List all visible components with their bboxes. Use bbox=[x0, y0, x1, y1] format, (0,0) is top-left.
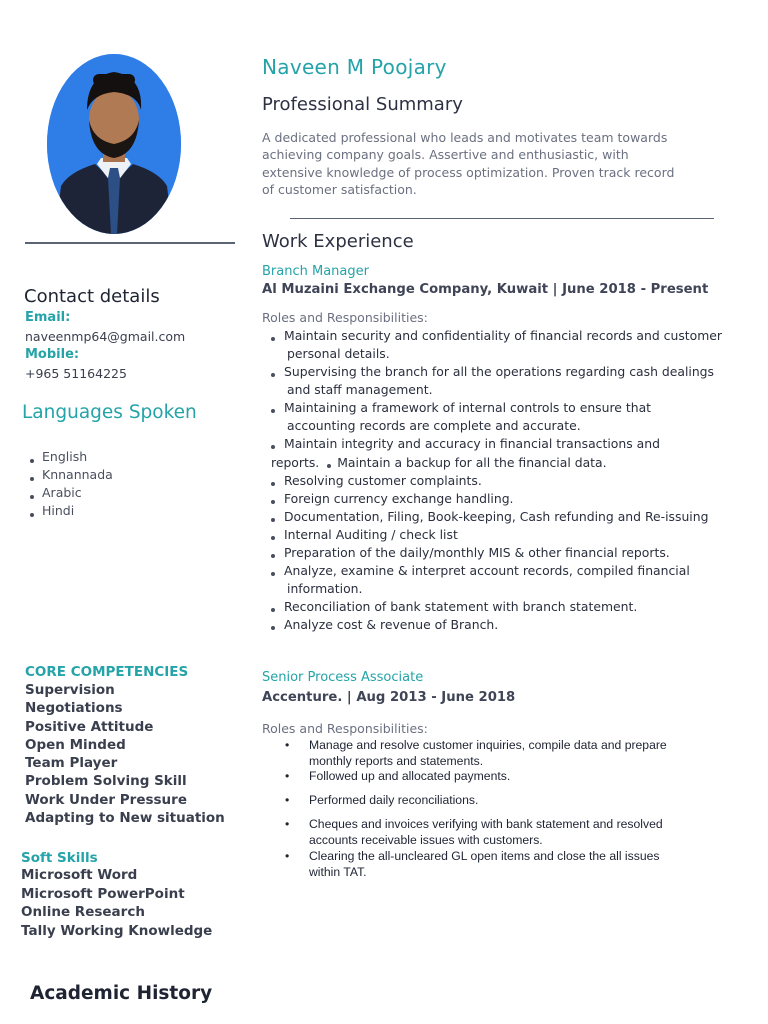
list-item: Preparation of the daily/monthly MIS & other financial reports. bbox=[271, 544, 670, 562]
academic-history-title: Academic History bbox=[30, 983, 213, 1004]
bullet-icon bbox=[271, 554, 275, 558]
list-item: Maintain security and confidentiality of financial records and customer bbox=[271, 327, 722, 345]
list-item: Supervision bbox=[25, 682, 115, 698]
mobile-label: Mobile: bbox=[25, 347, 80, 362]
soft-skills-list bbox=[21, 866, 212, 940]
bullet-icon: • bbox=[285, 769, 290, 783]
list-item: English bbox=[30, 448, 113, 466]
bullet-icon bbox=[271, 518, 275, 522]
languages-list bbox=[30, 448, 113, 520]
list-item: Team Player bbox=[25, 755, 118, 772]
email-label: Email: bbox=[25, 310, 71, 325]
list-item: Supervising the branch for all the operations regarding cash dealings bbox=[271, 363, 714, 381]
list-item-continuation: and staff management. bbox=[287, 382, 433, 397]
mobile-value[interactable]: +965 51164225 bbox=[25, 366, 127, 381]
bullet-icon bbox=[271, 536, 275, 540]
list-item: • Manage and resolve customer inquiries, compile data and prepare monthly reports and statements. bbox=[285, 738, 667, 768]
contact-title: Contact details bbox=[24, 286, 160, 307]
core-competencies-list bbox=[25, 681, 225, 827]
list-item: Microsoft PowerPoint bbox=[21, 885, 185, 902]
soft-skills-title: Soft Skills bbox=[21, 850, 98, 866]
list-item-continuation: accounting records are complete and accurate. bbox=[287, 418, 581, 433]
right-divider bbox=[290, 218, 714, 219]
bullet-icon: • bbox=[285, 849, 290, 863]
bullet-icon: • bbox=[285, 793, 290, 807]
list-item: Knnannada bbox=[30, 466, 113, 484]
bullet-icon bbox=[30, 477, 34, 481]
left-divider bbox=[25, 242, 235, 244]
summary-line: A dedicated professional who leads and motivates team towards bbox=[262, 130, 668, 145]
profile-photo bbox=[47, 54, 181, 234]
list-item: • Performed daily reconciliations. bbox=[285, 793, 479, 807]
email-value[interactable]: naveenmp64@gmail.com bbox=[25, 329, 186, 344]
work-experience-title: Work Experience bbox=[262, 231, 414, 252]
list-item: Analyze cost & revenue of Branch. bbox=[271, 616, 498, 634]
summary-line: achieving company goals. Assertive and enthusiastic, with bbox=[262, 147, 629, 163]
list-item: Foreign currency exchange handling. bbox=[271, 490, 514, 508]
list-item-continuation: information. bbox=[287, 581, 363, 596]
bullet-icon bbox=[271, 626, 275, 630]
summary-line: of customer satisfaction. bbox=[262, 181, 417, 197]
job-company: Accenture. | Aug 2013 - June 2018 bbox=[262, 690, 516, 705]
job-title: Branch Manager bbox=[262, 264, 369, 279]
list-item: Problem Solving Skill bbox=[25, 773, 187, 790]
bullet-icon bbox=[271, 445, 275, 449]
summary-text bbox=[262, 129, 717, 198]
list-item: Documentation, Filing, Book-keeping, Cash refunding and Re-issuing bbox=[271, 508, 708, 526]
bullet-icon bbox=[271, 608, 275, 612]
list-item: Analyze, examine & interpret account records, compiled financial bbox=[271, 562, 690, 580]
list-item: Maintain integrity and accuracy in financial transactions and bbox=[271, 435, 660, 453]
summary-line: extensive knowledge of process optimization. Proven track record bbox=[262, 164, 675, 180]
bullet-icon bbox=[271, 373, 275, 377]
list-item: Microsoft Word bbox=[21, 867, 138, 883]
summary-title: Professional Summary bbox=[262, 94, 463, 115]
languages-title: Languages Spoken bbox=[22, 402, 197, 423]
list-item: Internal Auditing / check list bbox=[271, 526, 458, 544]
job-company: Al Muzaini Exchange Company, Kuwait | June 2018 - Present bbox=[262, 282, 709, 297]
list-item: Adapting to New situation bbox=[25, 810, 225, 827]
bullet-icon bbox=[271, 500, 275, 504]
list-item: Tally Working Knowledge bbox=[21, 922, 213, 939]
bullet-icon bbox=[271, 337, 275, 341]
bullet-icon: • bbox=[285, 738, 290, 752]
bullet-icon bbox=[30, 513, 34, 517]
list-item: Work Under Pressure bbox=[25, 791, 187, 808]
list-item-continuation: personal details. bbox=[287, 346, 390, 361]
list-item: • Followed up and allocated payments. bbox=[285, 769, 511, 783]
core-competencies-title: CORE COMPETENCIES bbox=[25, 664, 189, 680]
candidate-name: Naveen M Poojary bbox=[262, 55, 447, 79]
bullet-icon bbox=[271, 482, 275, 486]
roles-label: Roles and Responsibilities: bbox=[262, 721, 428, 736]
list-item: Negotiations bbox=[25, 700, 123, 717]
bullet-icon bbox=[30, 495, 34, 499]
list-item: Hindi bbox=[30, 502, 113, 520]
list-item: Open Minded bbox=[25, 736, 126, 753]
list-item: • Clearing the all-uncleared GL open items and close the all issues within TAT. bbox=[285, 849, 660, 879]
list-item: Maintaining a framework of internal controls to ensure that bbox=[271, 399, 651, 417]
bullet-icon bbox=[271, 409, 275, 413]
job-title: Senior Process Associate bbox=[262, 670, 424, 685]
list-item: Reconciliation of bank statement with branch statement. bbox=[271, 598, 637, 616]
bullet-icon bbox=[271, 572, 275, 576]
list-item: Positive Attitude bbox=[25, 718, 154, 735]
bullet-icon: • bbox=[285, 817, 290, 831]
list-item: Resolving customer complaints. bbox=[271, 472, 482, 490]
list-item: Online Research bbox=[21, 904, 145, 920]
list-item: • Cheques and invoices verifying with bank statement and resolved accounts receivable issues with customers. bbox=[285, 817, 663, 847]
person-portrait-icon bbox=[47, 54, 181, 234]
list-item: Arabic bbox=[30, 484, 113, 502]
roles-label: Roles and Responsibilities: bbox=[262, 310, 428, 325]
bullet-icon bbox=[327, 464, 331, 468]
list-item: reports. Maintain a backup for all the financial data. bbox=[271, 455, 607, 470]
bullet-icon bbox=[30, 459, 34, 463]
